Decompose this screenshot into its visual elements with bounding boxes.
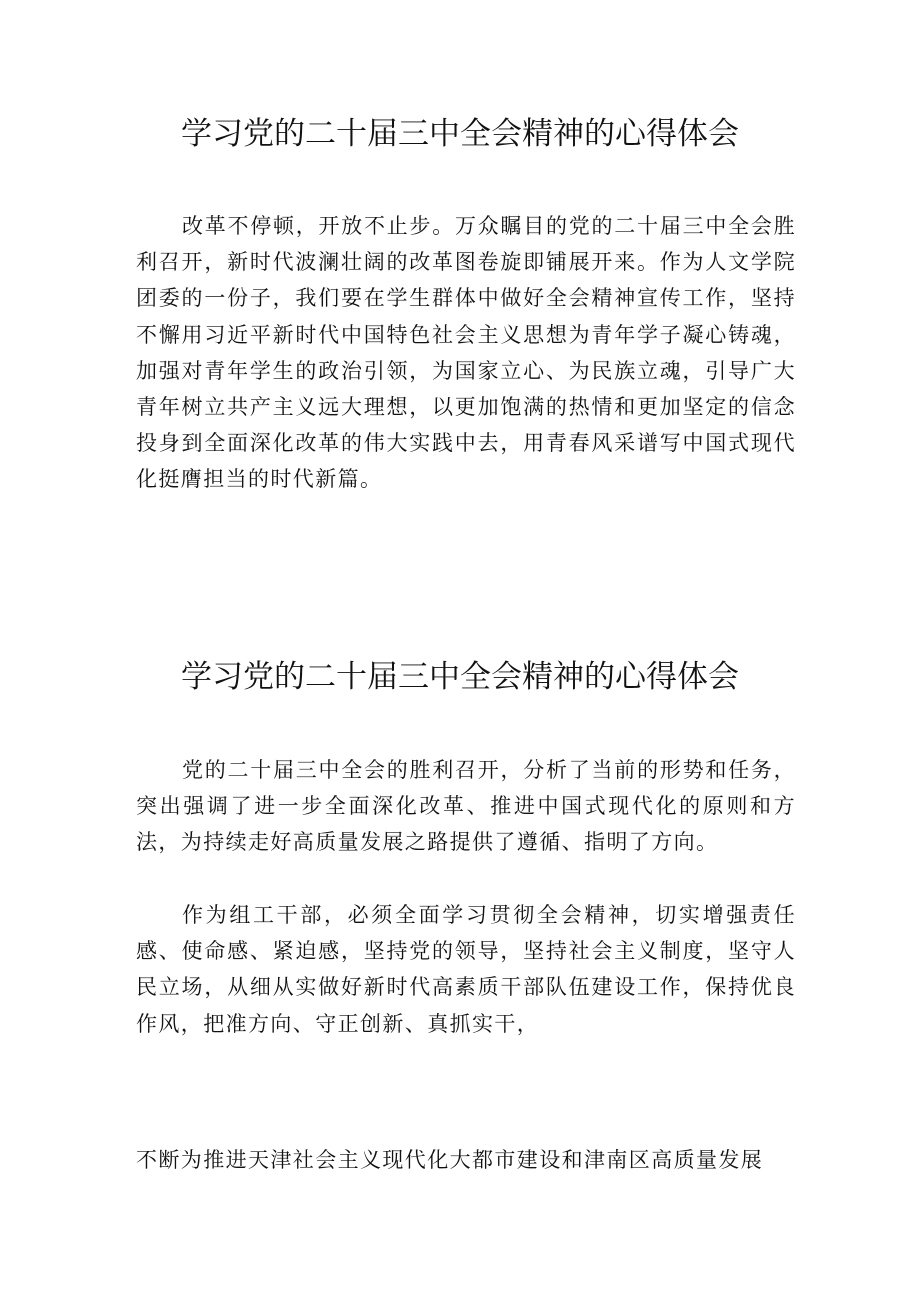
section-title: 学习党的二十届三中全会精神的心得体会 (181, 659, 739, 695)
body-paragraph-continued: 不断为推进天津社会主义现代化大都市建设和津南区高质量发展 (136, 1148, 764, 1172)
body-paragraph: 改革不停顿，开放不止步。万众瞩目的党的二十届三中全会胜利召开，新时代波澜壮阔的改革图卷旋即铺展开来。作为人文学院团委的一份子，我们要在学生群体中做好全会精神宣传工作，坚持不懈用习近平新时代中国特色社会主义思想为青年学子凝心铸魂，加强对青年学生的政治引领，为国家立心、为民族立魂，引导广大青年树立共产主义远大理想，以更加饱满的热情和更加坚定的信念投身到全面深化改革的伟大实践中去，用青春风采谱写中国式现代化挺膺担当的时代新篇。 (136, 214, 796, 492)
section-title: 学习党的二十届三中全会精神的心得体会 (181, 116, 739, 152)
body-paragraph: 作为组工干部，必须全面学习贯彻全会精神，切实增强责任感、使命感、紧迫感，坚持党的领导，坚持社会主义制度，坚守人民立场，从细从实做好新时代高素质干部队伍建设工作，保持优良作风，把准方向、守正创新、真抓实干， (136, 903, 796, 1036)
body-paragraph: 党的二十届三中全会的胜利召开，分析了当前的形势和任务，突出强调了进一步全面深化改革、推进中国式现代化的原则和方法，为持续走好高质量发展之路提供了遵循、指明了方向。 (136, 758, 796, 855)
